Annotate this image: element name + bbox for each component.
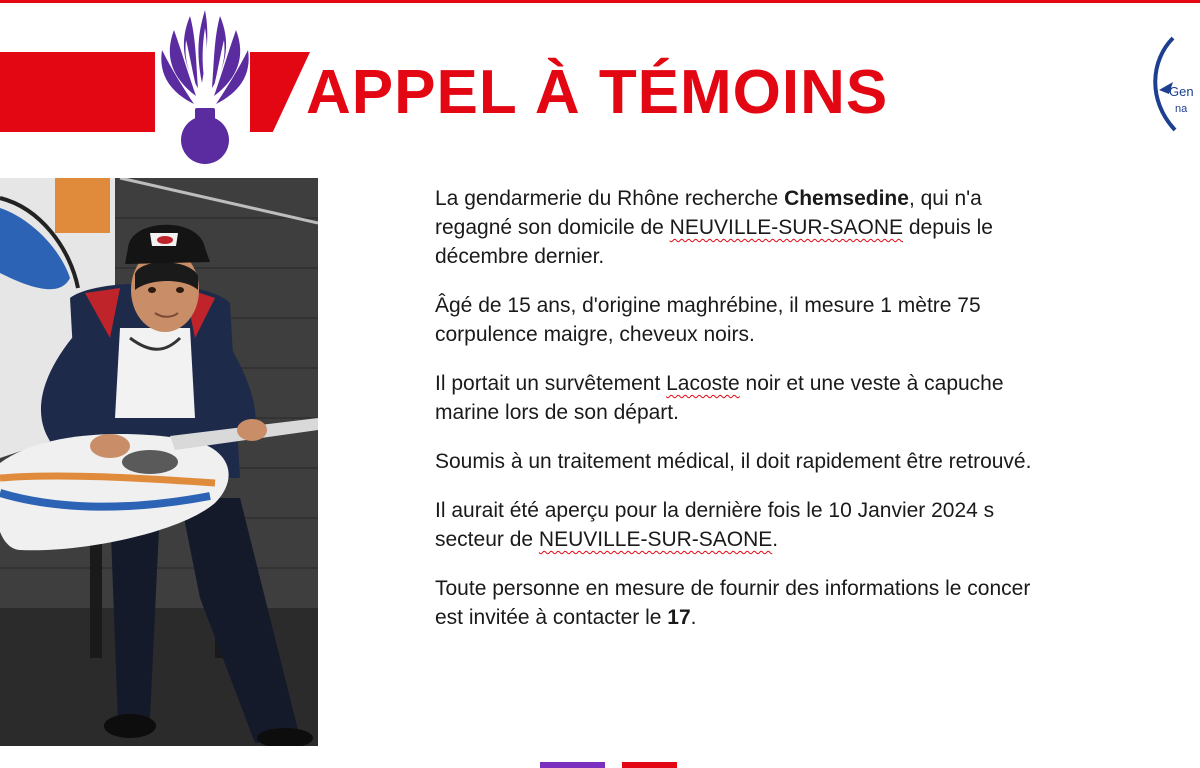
contact-number: 17 <box>667 606 691 629</box>
footer-purple-mark <box>540 762 605 768</box>
notice-text <box>435 184 1200 652</box>
page-title: APPEL À TÉMOINS <box>306 58 889 127</box>
paragraph-clothing: Il portait un survêtement Lacoste noir et une veste à capuche marine lors de son départ. <box>435 372 1004 424</box>
paragraph-search: La gendarmerie du Rhône recherche Chemsedine, qui n'a regagné son domicile de NEUVILLE-SUR-SAONE depuis le décembre dernier. <box>435 187 993 268</box>
logo-text-line1: Gen <box>1169 84 1194 99</box>
paragraph-last-seen: Il aurait été aperçu pour la dernière fois le 10 Janvier 2024 s secteur de NEUVILLE-SUR-SAONE. <box>435 499 995 551</box>
missing-person-photo <box>0 178 318 746</box>
town-name-2: NEUVILLE-SUR-SAONE <box>538 528 773 551</box>
paragraph-contact: Toute personne en mesure de fournir des informations le concer est invitée à contacter le 17. <box>435 577 1031 629</box>
person-name: Chemsedine <box>784 187 909 210</box>
gendarmerie-nationale-logo <box>1145 30 1200 140</box>
clothing-brand: Lacoste <box>666 372 740 395</box>
gendarmerie-grenade-emblem-icon <box>150 8 260 168</box>
logo-text-line2: na <box>1175 103 1188 115</box>
paragraph-description: Âgé de 15 ans, d'origine maghrébine, il mesure 1 mètre 75 corpulence maigre, cheveux noirs. <box>435 294 981 346</box>
top-red-rule <box>0 0 1200 3</box>
town-name: NEUVILLE-SUR-SAONE <box>669 216 904 239</box>
footer-red-mark <box>622 762 677 768</box>
paragraph-medical: Soumis à un traitement médical, il doit rapidement être retrouvé. <box>435 450 1032 473</box>
